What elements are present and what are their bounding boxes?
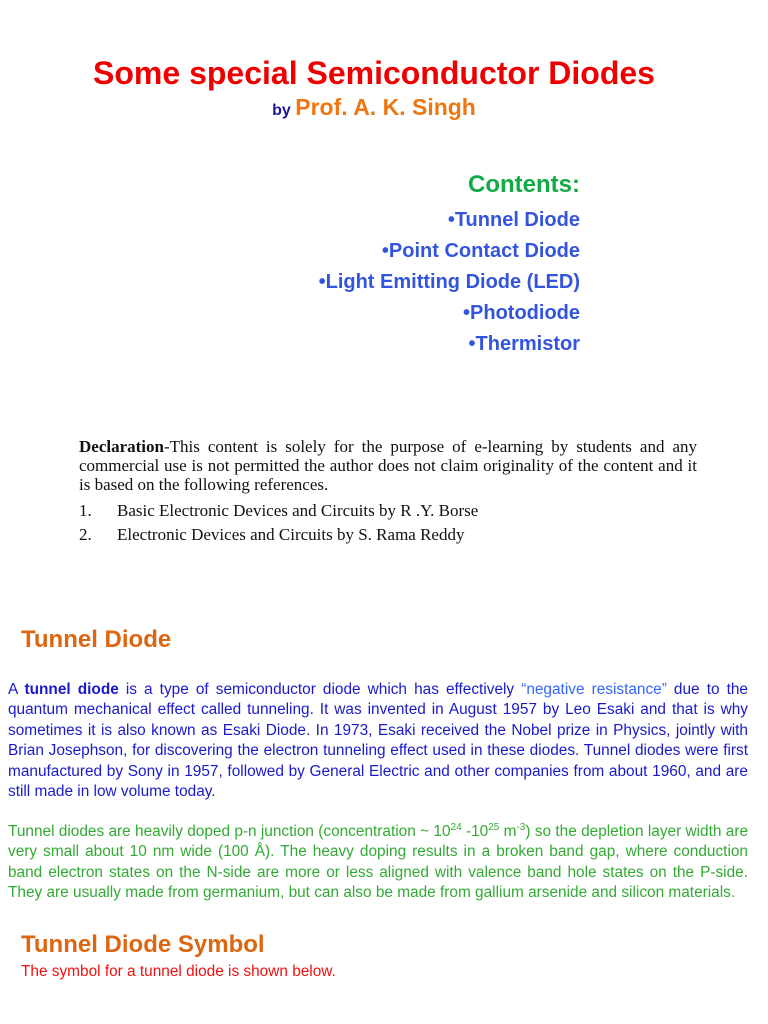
- reference-number: 2.: [79, 525, 92, 544]
- exponent-24: 24: [450, 821, 462, 833]
- byline-prefix: by: [272, 102, 291, 119]
- intro-mid: is a type of semiconductor diode which has effectively: [118, 681, 522, 698]
- contents-item-point-contact-diode: •Point Contact Diode: [381, 240, 580, 262]
- negative-resistance-quote: “negative resistance”: [521, 681, 667, 698]
- doping-text-2: -10: [461, 823, 489, 840]
- page-title: Some special Semiconductor Diodes: [93, 55, 655, 91]
- declaration-text: -This content is solely for the purpose of e-learning by students and any commercial use is not permitted the author does not claim originality of the content and it is based on the following references.: [79, 437, 697, 494]
- reference-list: [79, 499, 697, 547]
- reference-text: Electronic Devices and Circuits by S. Rama Reddy: [117, 525, 465, 544]
- tunnel-diode-doping-paragraph: [8, 822, 748, 904]
- contents-heading: Contents:: [468, 171, 580, 198]
- doping-text-1: Tunnel diodes are heavily doped p-n junction (concentration ~ 10: [8, 823, 451, 840]
- intro-lead: A: [8, 681, 25, 698]
- reference-text: Basic Electronic Devices and Circuits by R .Y. Borse: [117, 501, 479, 520]
- reference-number: 1.: [79, 501, 92, 520]
- exponent-25: 25: [488, 821, 500, 833]
- contents-list: [319, 205, 580, 360]
- declaration-paragraph: [79, 437, 697, 494]
- reference-item: [79, 523, 697, 547]
- tunnel-diode-intro-paragraph: [8, 680, 748, 802]
- author-name: Prof. A. K. Singh: [295, 94, 476, 120]
- tunnel-diode-symbol-heading: Tunnel Diode Symbol: [21, 931, 265, 958]
- declaration-label: Declaration: [79, 437, 164, 456]
- intro-rest: due to the quantum mechanical effect called tunneling. It was invented in August 1957 by Leo Esaki and that is why sometimes it is also known as Esaki Diode. In 1973, Esaki received the Nobel prize in Physics, jointly with Brian Josephson, for discovering the electron tunneling effect used in these diodes. Tunnel diodes were first manufactured by Sony in 1957, followed by General Electric and other companies from about 1960, and are still made in low volume today.: [8, 681, 748, 801]
- exponent-minus-3: -3: [516, 821, 526, 833]
- contents-item-led: •Light Emitting Diode (LED): [318, 271, 580, 293]
- contents-item-photodiode: •Photodiode: [463, 302, 580, 324]
- byline: [0, 94, 748, 121]
- symbol-caption: The symbol for a tunnel diode is shown below.: [21, 963, 336, 980]
- tunnel-diode-heading: Tunnel Diode: [21, 626, 172, 653]
- doping-text-4: ) so the depletion layer width are very small about 10 nm wide (100 Å). The heavy doping results in a broken band gap, where conduction band electron states on the N-side are more or less aligned with valence band hole states on the P-side. They are usually made from germanium, but can also be made from gallium arsenide and silicon materials.: [8, 823, 749, 902]
- reference-item: [79, 499, 697, 523]
- contents-item-thermistor: •Thermistor: [468, 333, 580, 355]
- contents-item-tunnel-diode: •Tunnel Diode: [447, 209, 580, 231]
- tunnel-diode-term: tunnel diode: [24, 681, 119, 698]
- doping-text-3: m: [499, 823, 517, 840]
